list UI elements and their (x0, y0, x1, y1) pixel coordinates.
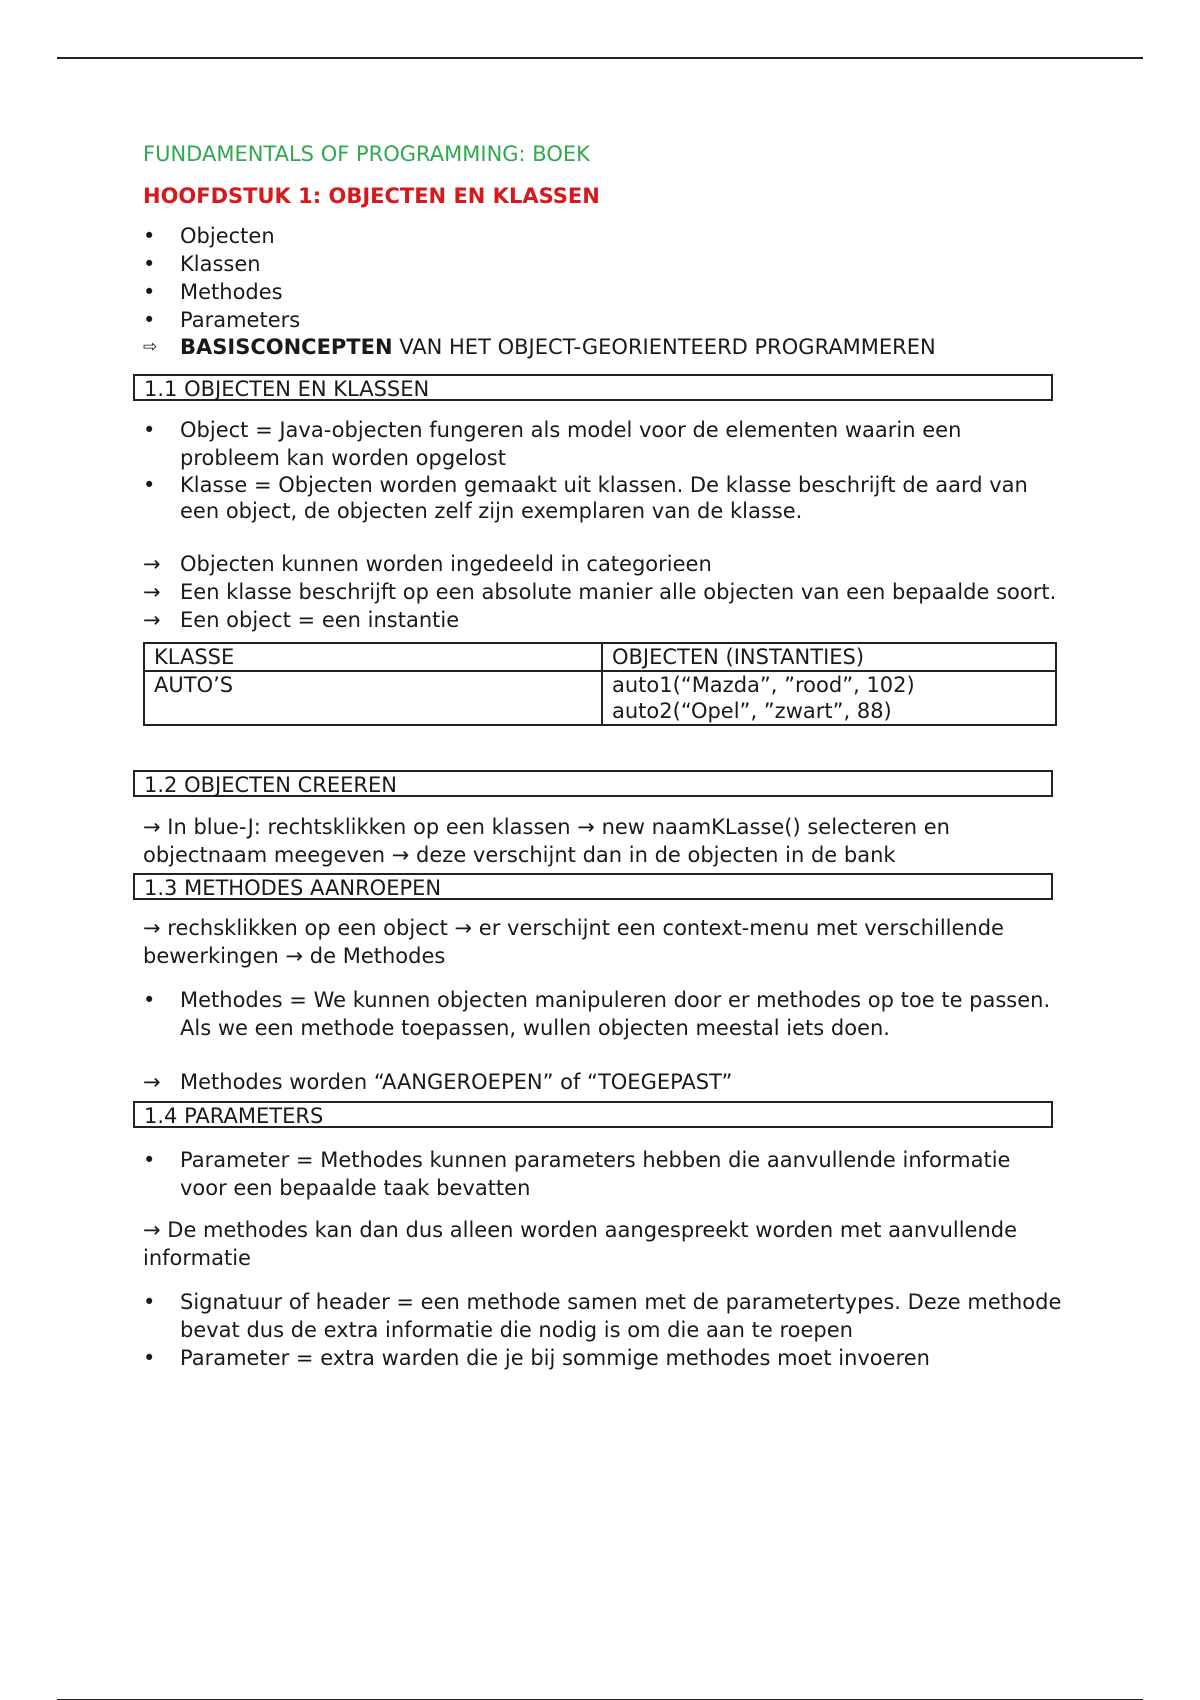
table-header-row (144, 643, 1056, 671)
object-instance: auto2(“Opel”, ”zwart”, 88) (612, 699, 892, 723)
list-item: → Objecten kunnen worden ingedeeld in categorieen (143, 552, 712, 576)
bullet-icon: • (143, 280, 156, 304)
conclusion-rest: VAN HET OBJECT-GEORIENTEERD PROGRAMMEREN (392, 335, 936, 359)
list-item: • Klasse = Objecten worden gemaakt uit klassen. De klasse beschrijft de aard van een object, de objecten zelf zijn exemplaren van de klasse. (143, 473, 1028, 523)
list-item: • Parameter = extra warden die je bij sommige methodes moet invoeren (143, 1346, 930, 1370)
list-item: → Methodes worden “AANGEROEPEN” of “TOEGEPAST” (143, 1070, 733, 1094)
list-item: • Signatuur of header = een methode samen met de parametertypes. Deze methode bevat dus de extra informatie die nodig is om die aan te roepen (143, 1290, 1062, 1342)
s3-paragraph: → rechsklikken op een object → er verschijnt een context-menu met verschillende bewerkingen → de Methodes (143, 916, 1004, 968)
arrow-icon: → (143, 552, 161, 576)
list-item: → Een object = een instantie (143, 608, 460, 632)
bullet-icon: • (143, 473, 156, 497)
bullet-icon: • (143, 1148, 156, 1172)
list-item: → Een klasse beschrijft op een absolute manier alle objecten van een bepaalde soort. (143, 580, 1057, 604)
s1-bullet-list (143, 416, 1063, 524)
bullet-icon: • (143, 224, 156, 248)
outline-arrow-icon: ⇨ (143, 337, 158, 357)
class-object-table (143, 642, 1057, 726)
bullet-icon: • (143, 1346, 156, 1370)
list-item: • Objecten (143, 224, 275, 248)
table-header-cell: KLASSE (144, 643, 602, 671)
s3-arrow-list (143, 1068, 1063, 1096)
table-cell: AUTO’S (144, 671, 602, 725)
list-item: • Parameters (143, 308, 301, 332)
section-heading-1-2: 1.2 OBJECTEN CREEREN (133, 770, 1053, 797)
table-cell (602, 671, 1056, 725)
bullet-icon: • (143, 252, 156, 276)
arrow-icon: → (143, 608, 161, 632)
s4-bullet-list-a (143, 1146, 1063, 1202)
s1-arrow-list (143, 550, 1063, 634)
list-item: • Parameter = Methodes kunnen parameters hebben die aanvullende informatie voor een bepaalde taak bevatten (143, 1148, 1011, 1200)
bullet-icon: • (143, 988, 156, 1012)
document-body (143, 140, 1063, 1372)
intro-bullet-list (143, 222, 1063, 360)
table-header-cell: OBJECTEN (INSTANTIES) (602, 643, 1056, 671)
top-rule (57, 57, 1143, 59)
s4-bullet-list-b (143, 1288, 1063, 1372)
list-item (143, 334, 1063, 360)
table-row (144, 671, 1056, 725)
chapter-heading: HOOFDSTUK 1: OBJECTEN EN KLASSEN (143, 184, 600, 208)
arrow-icon: → (143, 1070, 161, 1094)
s2-paragraph: → In blue-J: rechtsklikken op een klassen → new naamKLasse() selecteren en objectnaam meegeven → deze verschijnt dan in de objecten in de bank (143, 815, 950, 867)
s3-bullet-list (143, 986, 1063, 1042)
list-item: • Klassen (143, 252, 261, 276)
bullet-icon: • (143, 418, 156, 442)
section-heading-1-3: 1.3 METHODES AANROEPEN (133, 873, 1053, 900)
document-title: FUNDAMENTALS OF PROGRAMMING: BOEK (143, 142, 590, 166)
arrow-icon: → (143, 580, 161, 604)
object-instance: auto1(“Mazda”, ”rood”, 102) (612, 673, 915, 697)
s4-arrow-paragraph: → De methodes kan dan dus alleen worden aangespreekt worden met aanvullende informatie (143, 1218, 1018, 1270)
section-heading-1-4: 1.4 PARAMETERS (133, 1101, 1053, 1128)
bullet-icon: • (143, 308, 156, 332)
bullet-icon: • (143, 1290, 156, 1314)
section-heading-1-1: 1.1 OBJECTEN EN KLASSEN (133, 374, 1053, 401)
list-item: • Methodes (143, 280, 283, 304)
list-item: • Object = Java-objecten fungeren als model voor de elementen waarin een probleem kan worden opgelost (143, 418, 962, 470)
list-item: • Methodes = We kunnen objecten manipuleren door er methodes op toe te passen. Als we een methode toepassen, wullen objecten meestal iets doen. (143, 988, 1051, 1040)
conclusion-bold: BASISCONCEPTEN (180, 335, 393, 359)
